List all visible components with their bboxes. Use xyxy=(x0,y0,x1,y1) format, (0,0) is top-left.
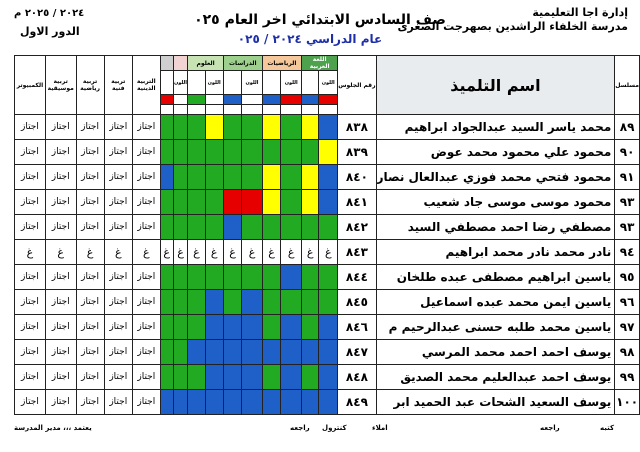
activity-result: اجتاز xyxy=(132,390,160,415)
grade-color-cell xyxy=(188,315,205,340)
grade-color-cell xyxy=(188,165,205,190)
grade-color-cell xyxy=(319,190,338,215)
grade-color-cell xyxy=(205,115,223,140)
seat-number: ٨٤٣ xyxy=(338,240,376,265)
grade-color-cell xyxy=(160,340,173,365)
grade-color-cell xyxy=(188,340,205,365)
grade-color-cell xyxy=(173,165,188,190)
grade-color-cell xyxy=(173,340,188,365)
blank-cell xyxy=(223,105,241,115)
grade-color-cell xyxy=(281,390,302,415)
color-label-header xyxy=(160,71,173,95)
seat-number: ٨٤٦ xyxy=(338,315,376,340)
footer-approval: يعتمد ،،، مدير المدرسة xyxy=(14,424,92,432)
color-label-header: اللون xyxy=(173,71,188,95)
subject-header xyxy=(173,56,188,71)
grade-color-cell xyxy=(173,365,188,390)
grade-color-cell xyxy=(262,290,281,315)
student-row xyxy=(15,365,640,390)
grade-color-cell xyxy=(242,365,262,390)
color-key-cell xyxy=(205,95,223,105)
grade-title: صف السادس الابتدائي اخر العام ٠٢٥ xyxy=(194,12,446,28)
grade-color-cell xyxy=(173,115,188,140)
student-row xyxy=(15,140,640,165)
activity-result: اجتاز xyxy=(76,115,104,140)
activity-result: اجتاز xyxy=(104,390,132,415)
student-name: نادر محمد نادر محمد ابراهيم xyxy=(376,240,615,265)
grade-color-cell xyxy=(160,140,173,165)
grade-color-cell xyxy=(281,340,302,365)
student-name: يوسف احمد احمد محمد المرسي xyxy=(376,340,615,365)
grade-color-cell: غ xyxy=(281,240,302,265)
activity-result: اجتاز xyxy=(132,315,160,340)
grade-color-cell: غ xyxy=(173,240,188,265)
blank-cell xyxy=(319,105,338,115)
activity-result: اجتاز xyxy=(76,390,104,415)
grade-color-cell: غ xyxy=(302,240,319,265)
serial-number: ٩١ xyxy=(615,165,640,190)
grade-color-cell: غ xyxy=(319,240,338,265)
grade-color-cell xyxy=(302,265,319,290)
activity-result: اجتاز xyxy=(15,315,46,340)
student-name-header: اسم التلميذ xyxy=(376,56,615,115)
grade-color-cell xyxy=(302,340,319,365)
grade-color-cell xyxy=(281,290,302,315)
subject-header: اللغة العربية xyxy=(302,56,338,71)
grade-color-cell xyxy=(205,215,223,240)
grade-color-cell xyxy=(262,315,281,340)
color-key-cell xyxy=(242,95,262,105)
color-label-header: اللون xyxy=(281,71,302,95)
activity-result: اجتاز xyxy=(45,365,76,390)
activity-result: غ xyxy=(15,240,46,265)
seat-number: ٨٤٩ xyxy=(338,390,376,415)
activity-result: اجتاز xyxy=(15,290,46,315)
seat-number: ٨٤٧ xyxy=(338,340,376,365)
grade-color-cell xyxy=(281,265,302,290)
grade-color-cell xyxy=(262,265,281,290)
grade-color-cell: غ xyxy=(160,240,173,265)
color-key-cell xyxy=(281,95,302,105)
grade-color-cell xyxy=(262,390,281,415)
seat-number-header: رقم الجلوس xyxy=(338,56,376,115)
grade-color-cell xyxy=(188,115,205,140)
grade-color-cell xyxy=(205,140,223,165)
activity-header: تربية موسيقية xyxy=(45,56,76,115)
color-key-cell xyxy=(160,95,173,105)
school-name: مدرسة الخلفاء الراشدين بصهرجت الصغرى xyxy=(397,20,628,33)
serial-number: ٩٩ xyxy=(615,365,640,390)
subject-header: الدراسات xyxy=(223,56,262,71)
grade-color-cell xyxy=(281,140,302,165)
activity-result: اجتاز xyxy=(76,215,104,240)
grade-color-cell xyxy=(160,315,173,340)
grade-color-cell xyxy=(188,390,205,415)
grade-color-cell xyxy=(242,290,262,315)
grade-color-cell xyxy=(242,215,262,240)
grade-color-cell xyxy=(319,365,338,390)
activity-result: اجتاز xyxy=(132,190,160,215)
grade-color-cell xyxy=(262,340,281,365)
grade-color-cell xyxy=(173,190,188,215)
color-key-cell xyxy=(223,95,241,105)
activity-result: اجتاز xyxy=(45,140,76,165)
grade-color-cell xyxy=(173,315,188,340)
activity-header: التربية الدينية xyxy=(132,56,160,115)
student-name: يوسف احمد عبدالعليم محمد الصديق xyxy=(376,365,615,390)
grade-color-cell xyxy=(262,365,281,390)
student-name: يوسف السعيد الشحات عبد الحميد ابر xyxy=(376,390,615,415)
activity-result: اجتاز xyxy=(132,365,160,390)
blank-cell xyxy=(302,105,319,115)
student-row xyxy=(15,190,640,215)
activity-result: اجتاز xyxy=(132,290,160,315)
grade-color-cell xyxy=(281,315,302,340)
grade-color-cell xyxy=(223,290,241,315)
grade-color-cell: غ xyxy=(223,240,241,265)
grade-color-cell xyxy=(205,365,223,390)
serial-number: ٩٥ xyxy=(615,265,640,290)
footer-reviewer-control: راجعه xyxy=(290,424,310,432)
grade-color-cell xyxy=(188,290,205,315)
activity-result: اجتاز xyxy=(104,165,132,190)
grade-color-cell xyxy=(160,390,173,415)
activity-result: اجتاز xyxy=(45,340,76,365)
activity-result: اجتاز xyxy=(76,290,104,315)
grade-color-cell xyxy=(281,215,302,240)
student-row xyxy=(15,315,640,340)
activity-result: اجتاز xyxy=(104,290,132,315)
activity-header: تربية فنية xyxy=(104,56,132,115)
seat-number: ٨٣٨ xyxy=(338,115,376,140)
grade-color-cell xyxy=(319,115,338,140)
grade-color-cell xyxy=(160,190,173,215)
date-text: ٢٠٢٤ / ٢٠٢٥ م xyxy=(14,8,85,19)
activity-result: اجتاز xyxy=(45,265,76,290)
subject-header: الرياضيات xyxy=(262,56,301,71)
grade-color-cell xyxy=(302,165,319,190)
activity-result: اجتاز xyxy=(45,215,76,240)
grade-color-cell xyxy=(223,190,241,215)
blank-cell xyxy=(262,105,281,115)
color-label-header xyxy=(262,71,281,95)
grade-color-cell xyxy=(205,290,223,315)
activity-header: تربية رياضية xyxy=(76,56,104,115)
activity-result: اجتاز xyxy=(45,165,76,190)
grade-color-cell xyxy=(223,340,241,365)
activity-result: اجتاز xyxy=(76,265,104,290)
footer-writer: كتبه xyxy=(600,424,615,432)
activity-result: اجتاز xyxy=(132,265,160,290)
student-row xyxy=(15,215,640,240)
activity-result: غ xyxy=(76,240,104,265)
activity-result: اجتاز xyxy=(104,315,132,340)
seat-number: ٨٤١ xyxy=(338,190,376,215)
grade-color-cell xyxy=(262,140,281,165)
grade-color-cell xyxy=(188,140,205,165)
serial-number: ٩٣ xyxy=(615,215,640,240)
serial-number: ٩٤ xyxy=(615,240,640,265)
grade-color-cell xyxy=(205,165,223,190)
activity-result: اجتاز xyxy=(104,340,132,365)
blank-cell xyxy=(281,105,302,115)
activity-result: اجتاز xyxy=(15,165,46,190)
exam-round: الدور الاول xyxy=(20,25,80,38)
grade-color-cell xyxy=(205,315,223,340)
grade-color-cell xyxy=(242,265,262,290)
activity-result: اجتاز xyxy=(104,365,132,390)
grade-color-cell xyxy=(160,290,173,315)
activity-result: اجتاز xyxy=(76,340,104,365)
serial-header: مسلسل xyxy=(615,56,640,115)
grade-color-cell xyxy=(242,115,262,140)
student-row xyxy=(15,165,640,190)
blank-cell xyxy=(188,105,205,115)
grade-color-cell xyxy=(160,165,173,190)
grade-color-cell: غ xyxy=(205,240,223,265)
serial-number: ٩٨ xyxy=(615,340,640,365)
grade-color-cell xyxy=(242,340,262,365)
subject-header: العلوم xyxy=(188,56,224,71)
color-label-header: اللون xyxy=(242,71,262,95)
activity-result: اجتاز xyxy=(45,290,76,315)
serial-number: ٩٣ xyxy=(615,190,640,215)
grade-color-cell xyxy=(223,165,241,190)
student-name: ياسين محمد طلبه حسنى عبدالرحيم م xyxy=(376,315,615,340)
grade-color-cell xyxy=(319,390,338,415)
student-row xyxy=(15,240,640,265)
activity-result: اجتاز xyxy=(104,140,132,165)
serial-number: ٩٧ xyxy=(615,315,640,340)
serial-number: ٩٦ xyxy=(615,290,640,315)
grade-color-cell xyxy=(205,390,223,415)
grade-color-cell xyxy=(188,215,205,240)
grade-color-cell xyxy=(223,315,241,340)
grade-color-cell xyxy=(160,265,173,290)
student-row xyxy=(15,290,640,315)
serial-number: ٨٩ xyxy=(615,115,640,140)
color-key-cell xyxy=(173,95,188,105)
activity-result: اجتاز xyxy=(132,140,160,165)
student-name: محمود فتحي محمد فوزي عبدالعال نصار xyxy=(376,165,615,190)
grade-color-cell xyxy=(281,115,302,140)
grade-color-cell xyxy=(262,165,281,190)
grade-color-cell xyxy=(223,140,241,165)
grade-color-cell xyxy=(242,190,262,215)
student-name: محمود علي محمود محمد عوض xyxy=(376,140,615,165)
seat-number: ٨٤٤ xyxy=(338,265,376,290)
student-row xyxy=(15,340,640,365)
activity-result: اجتاز xyxy=(132,165,160,190)
grade-color-cell xyxy=(205,190,223,215)
grade-color-cell xyxy=(173,140,188,165)
activity-result: اجتاز xyxy=(45,190,76,215)
activity-result: اجتاز xyxy=(76,315,104,340)
serial-number: ١٠٠ xyxy=(615,390,640,415)
grade-color-cell xyxy=(242,315,262,340)
activity-result: اجتاز xyxy=(45,115,76,140)
activity-result: اجتاز xyxy=(45,315,76,340)
footer-reviewer: راجعه xyxy=(540,424,560,432)
grade-color-cell xyxy=(205,340,223,365)
grades-table xyxy=(14,55,640,415)
grade-color-cell xyxy=(319,290,338,315)
student-name: مصطفي رضا احمد مصطفي السيد xyxy=(376,215,615,240)
grade-color-cell xyxy=(223,365,241,390)
footer-control: كنترول xyxy=(322,424,347,432)
color-label-header: اللون xyxy=(319,71,338,95)
color-key-cell xyxy=(302,95,319,105)
grade-color-cell xyxy=(188,190,205,215)
color-key-cell xyxy=(319,95,338,105)
footer-dictation: املاء xyxy=(372,424,388,432)
activity-result: اجتاز xyxy=(15,365,46,390)
activity-result: اجتاز xyxy=(15,190,46,215)
seat-number: ٨٤٥ xyxy=(338,290,376,315)
activity-header: الكمبيوتر xyxy=(15,56,46,115)
activity-result: اجتاز xyxy=(104,190,132,215)
grade-color-cell xyxy=(173,390,188,415)
activity-result: اجتاز xyxy=(76,165,104,190)
activity-result: اجتاز xyxy=(45,390,76,415)
activity-result: اجتاز xyxy=(76,365,104,390)
color-label-header xyxy=(302,71,319,95)
activity-result: اجتاز xyxy=(15,215,46,240)
grade-color-cell: غ xyxy=(262,240,281,265)
grade-color-cell xyxy=(188,365,205,390)
activity-result: اجتاز xyxy=(15,340,46,365)
color-key-cell xyxy=(262,95,281,105)
color-key-cell xyxy=(188,95,205,105)
activity-result: اجتاز xyxy=(15,140,46,165)
academic-year: عام الدراسي ٢٠٢٤ / ٠٢٥ xyxy=(237,32,383,46)
grade-color-cell xyxy=(319,215,338,240)
blank-cell xyxy=(205,105,223,115)
grade-color-cell xyxy=(223,265,241,290)
grade-color-cell xyxy=(319,165,338,190)
activity-result: اجتاز xyxy=(104,115,132,140)
student-row xyxy=(15,115,640,140)
grade-color-cell xyxy=(319,265,338,290)
grade-color-cell xyxy=(160,365,173,390)
activity-result: اجتاز xyxy=(132,115,160,140)
color-label-header xyxy=(223,71,241,95)
seat-number: ٨٤٠ xyxy=(338,165,376,190)
grade-color-cell xyxy=(319,140,338,165)
grade-color-cell xyxy=(302,115,319,140)
activity-result: اجتاز xyxy=(104,215,132,240)
grade-color-cell xyxy=(302,140,319,165)
blank-cell xyxy=(242,105,262,115)
grade-color-cell xyxy=(281,190,302,215)
color-label-header: اللون xyxy=(205,71,223,95)
activity-result: غ xyxy=(104,240,132,265)
grade-color-cell xyxy=(262,115,281,140)
grade-color-cell xyxy=(302,290,319,315)
activity-result: اجتاز xyxy=(76,140,104,165)
grade-color-cell xyxy=(319,315,338,340)
subject-header xyxy=(160,56,173,71)
grade-color-cell xyxy=(223,215,241,240)
grade-color-cell xyxy=(242,390,262,415)
seat-number: ٨٤٢ xyxy=(338,215,376,240)
activity-result: اجتاز xyxy=(104,265,132,290)
activity-result: اجتاز xyxy=(15,115,46,140)
activity-result: غ xyxy=(45,240,76,265)
grade-color-cell xyxy=(262,215,281,240)
activity-result: اجتاز xyxy=(15,390,46,415)
grade-color-cell xyxy=(188,265,205,290)
blank-cell xyxy=(160,105,173,115)
grade-color-cell xyxy=(173,265,188,290)
grade-color-cell xyxy=(302,215,319,240)
student-row xyxy=(15,265,640,290)
student-name: ياسين ابراهيم مصطفى عبده طلخان xyxy=(376,265,615,290)
grade-color-cell xyxy=(302,365,319,390)
grade-color-cell xyxy=(319,340,338,365)
grade-color-cell xyxy=(160,115,173,140)
seat-number: ٨٣٩ xyxy=(338,140,376,165)
grade-color-cell xyxy=(223,390,241,415)
grade-color-cell xyxy=(205,265,223,290)
activity-result: اجتاز xyxy=(132,215,160,240)
color-label-header xyxy=(188,71,205,95)
student-row xyxy=(15,390,640,415)
grade-color-cell xyxy=(242,140,262,165)
grade-color-cell xyxy=(302,190,319,215)
grade-color-cell xyxy=(173,215,188,240)
student-name: محمد ياسر السيد عبدالجواد ابراهيم xyxy=(376,115,615,140)
grade-color-cell xyxy=(160,215,173,240)
grade-color-cell: غ xyxy=(188,240,205,265)
grade-color-cell xyxy=(281,365,302,390)
activity-result: غ xyxy=(132,240,160,265)
grade-color-cell xyxy=(281,165,302,190)
student-name: محمود موسى موسى جاد شعيب xyxy=(376,190,615,215)
grade-color-cell xyxy=(302,390,319,415)
grade-color-cell xyxy=(262,190,281,215)
activity-result: اجتاز xyxy=(76,190,104,215)
grade-color-cell xyxy=(302,315,319,340)
grade-color-cell: غ xyxy=(242,240,262,265)
grade-color-cell xyxy=(242,165,262,190)
grade-color-cell xyxy=(223,115,241,140)
student-name: ياسين ايمن محمد عبده اسماعيل xyxy=(376,290,615,315)
seat-number: ٨٤٨ xyxy=(338,365,376,390)
serial-number: ٩٠ xyxy=(615,140,640,165)
activity-result: اجتاز xyxy=(132,340,160,365)
activity-result: اجتاز xyxy=(15,265,46,290)
grade-color-cell xyxy=(173,290,188,315)
blank-cell xyxy=(173,105,188,115)
admin-title: إدارة اجا التعليمية xyxy=(532,6,628,19)
